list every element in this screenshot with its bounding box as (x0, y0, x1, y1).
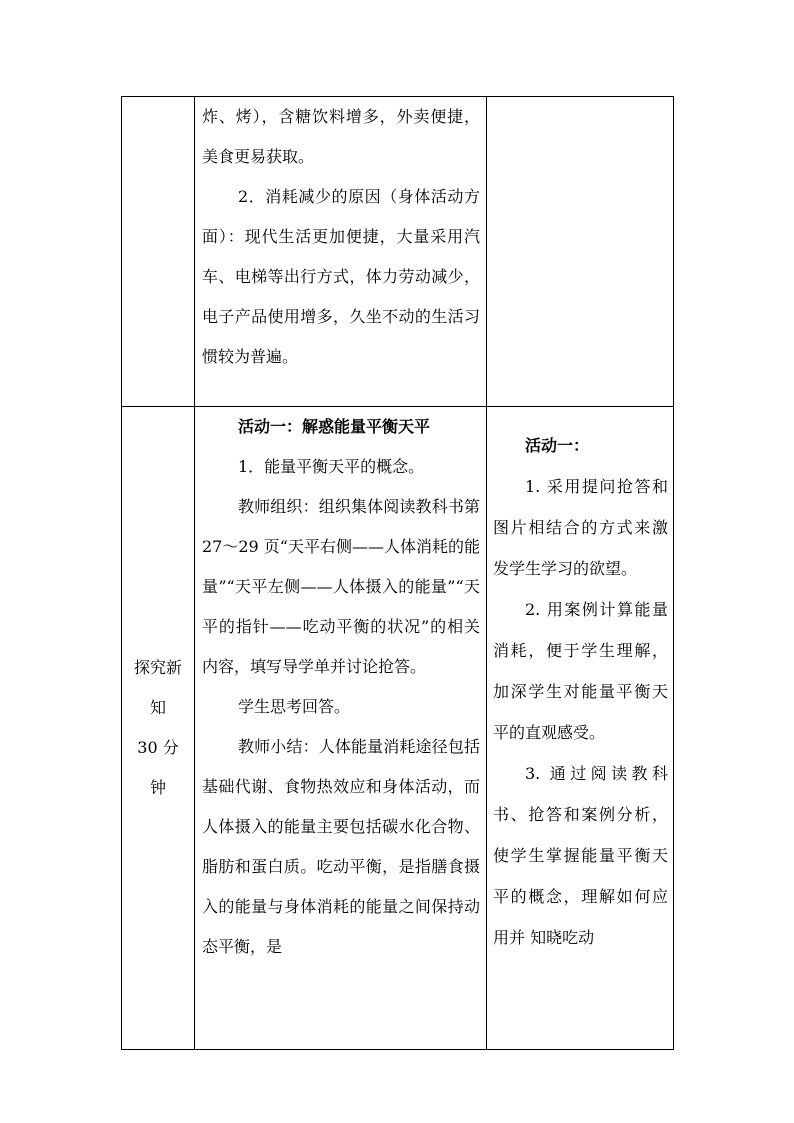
stage-cell (122, 407, 195, 1050)
stage-cell (122, 97, 195, 407)
content-paragraph: 2．消耗减少的原因（身体活动方面）：现代生活更加便捷，大量采用汽车、电梯等出行方式，体力劳动减少，电子产品使用增多，久坐不动的生活习惯较为普遍。 (202, 187, 480, 366)
stage-label-line: 钟 (149, 778, 166, 797)
stage-label-line: 探究新 (133, 658, 182, 677)
intent-heading: 活动一： (525, 436, 590, 455)
intent-cell (487, 97, 674, 407)
content-cell (195, 97, 487, 407)
content-paragraph: 炸、烤），含糖饮料增多，外卖便捷，美食更易获取。 (202, 107, 480, 166)
stage-label-line: 知 (149, 698, 166, 717)
stage-duration: 30 分 (137, 738, 179, 757)
content-paragraph: 教师小结：人体能量消耗途径包括基础代谢、食物热效应和身体活动，而人体摄入的能量主要包括碳水化合物、脂肪和蛋白质。吃动平衡，是指膳食摄入的能量与身体消耗的能量之间保持动态平衡，是 (202, 737, 480, 956)
content-paragraph: 学生思考回答。 (238, 697, 351, 716)
table-row (122, 97, 674, 407)
table-row (122, 407, 674, 1050)
intent-paragraph: 2. 用案例计算能量消耗，便于学生理解，加深学生对能量平衡天平的直观感受。 (493, 600, 668, 742)
content-paragraph: 1．能量平衡天平的概念。 (238, 457, 425, 476)
intent-paragraph: 3. 通过阅读教科书、抢答和案例分析，使学生掌握能量平衡天平的概念，理解如何应用并 知晓吃动 (493, 764, 668, 947)
content-paragraph: 教师组织：组织集体阅读教科书第 27～29 页“天平右侧——人体消耗的能量”“天平左侧——人体摄入的能量”“天平的指针——吃动平衡的状况”的相关内容，填写导学单并讨论抢答。 (202, 497, 480, 676)
lesson-plan-table (121, 96, 674, 1050)
intent-cell (487, 407, 674, 1050)
activity-heading: 活动一：解惑能量平衡天平 (238, 417, 431, 436)
intent-paragraph: 1. 采用提问抢答和图片相结合的方式来激发学生学习的欲望。 (493, 477, 668, 578)
content-cell (195, 407, 487, 1050)
